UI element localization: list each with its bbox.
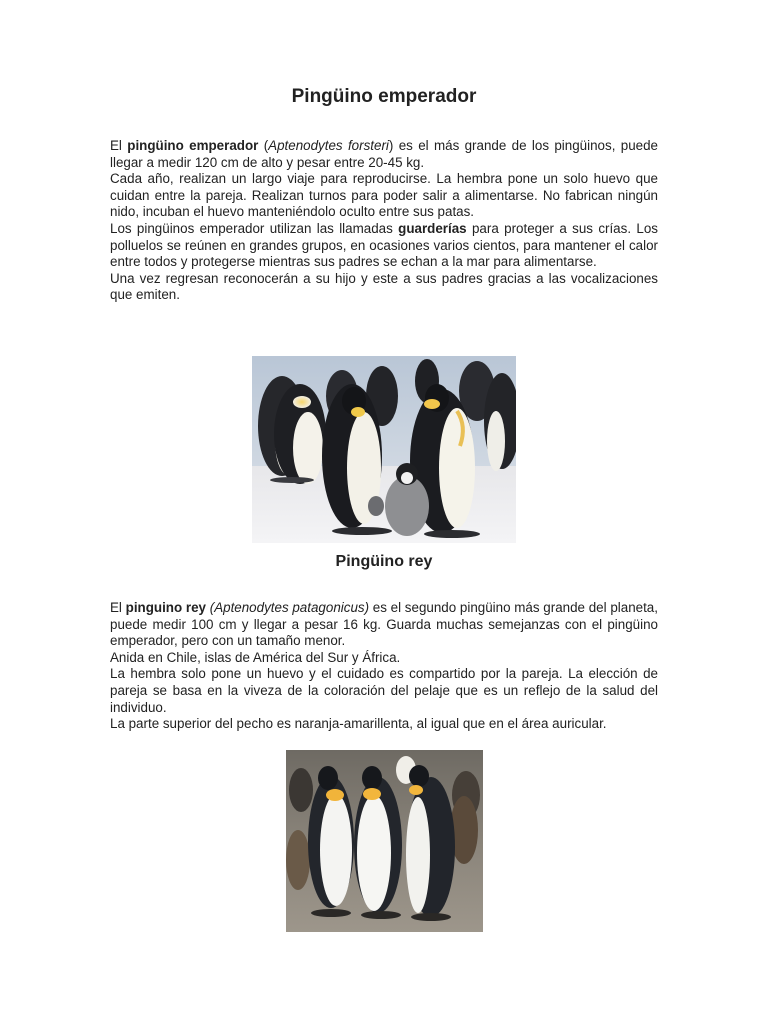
emperor-name-bold: pingüino emperador (127, 138, 259, 153)
king-scientific-name: (Aptenodytes patagonicus) (206, 600, 370, 615)
emperor-penguins-photo (252, 356, 516, 543)
emperor-text (110, 138, 658, 304)
emperor-paragraph-4: Una vez regresan reconocerán a su hijo y este a sus padres gracias a las vocalizaciones que emiten. (110, 270, 658, 303)
section-title-king: Pingüino rey (335, 553, 433, 570)
emperor-paragraph-1: El pingüino emperador (Aptenodytes forsteri) es el más grande de los pingüinos, puede llegar a medir 120 cm de alto y pesar entre 20-45 kg. (110, 138, 658, 170)
king-paragraph-2: Anida en Chile, islas de América del Sur y África. (110, 649, 401, 665)
king-name-bold: pinguino rey (125, 600, 206, 615)
emperor-scientific-name: Aptenodytes forsteri (268, 138, 389, 153)
section-title-emperor: Pingüino emperador (291, 86, 477, 107)
king-paragraph-3: La hembra solo pone un huevo y el cuidado es compartido por la pareja. La elección de pareja se basa en la viveza de la coloración del pelaje que es un reflejo de la salud del individuo. (110, 666, 658, 715)
king-text (110, 600, 658, 733)
king-penguins-photo (286, 750, 483, 932)
emperor-paragraph-2: Cada año, realizan un largo viaje para reproducirse. La hembra pone un solo huevo que cuidan entre la pareja. Realizan turnos para poder salir a alimentarse. No fabrican ningún nido, incuban el huevo manteniéndolo oculto entre sus patas. (110, 171, 658, 220)
guarderias-bold: guarderías (398, 220, 467, 236)
emperor-paragraph-3: Los pingüinos emperador utilizan las llamadas guarderías para proteger a sus crías. Los polluelos se reúnen en grandes grupos, en ocasiones varios cientos, para mantener el calor entre todos y protegerse mientras sus padres se echan a la mar para alimentarse. (110, 220, 658, 270)
king-paragraph-1: El pinguino rey (Aptenodytes patagonicus) es el segundo pingüino más grande del planeta, puede medir 100 cm y llegar a pesar 16 kg. Guarda muchas semejanzas con el pingüino emperador, pero con un tamaño menor. (110, 600, 658, 649)
king-paragraph-4: La parte superior del pecho es naranja-amarillenta, al igual que en el área auricular. (110, 716, 607, 732)
